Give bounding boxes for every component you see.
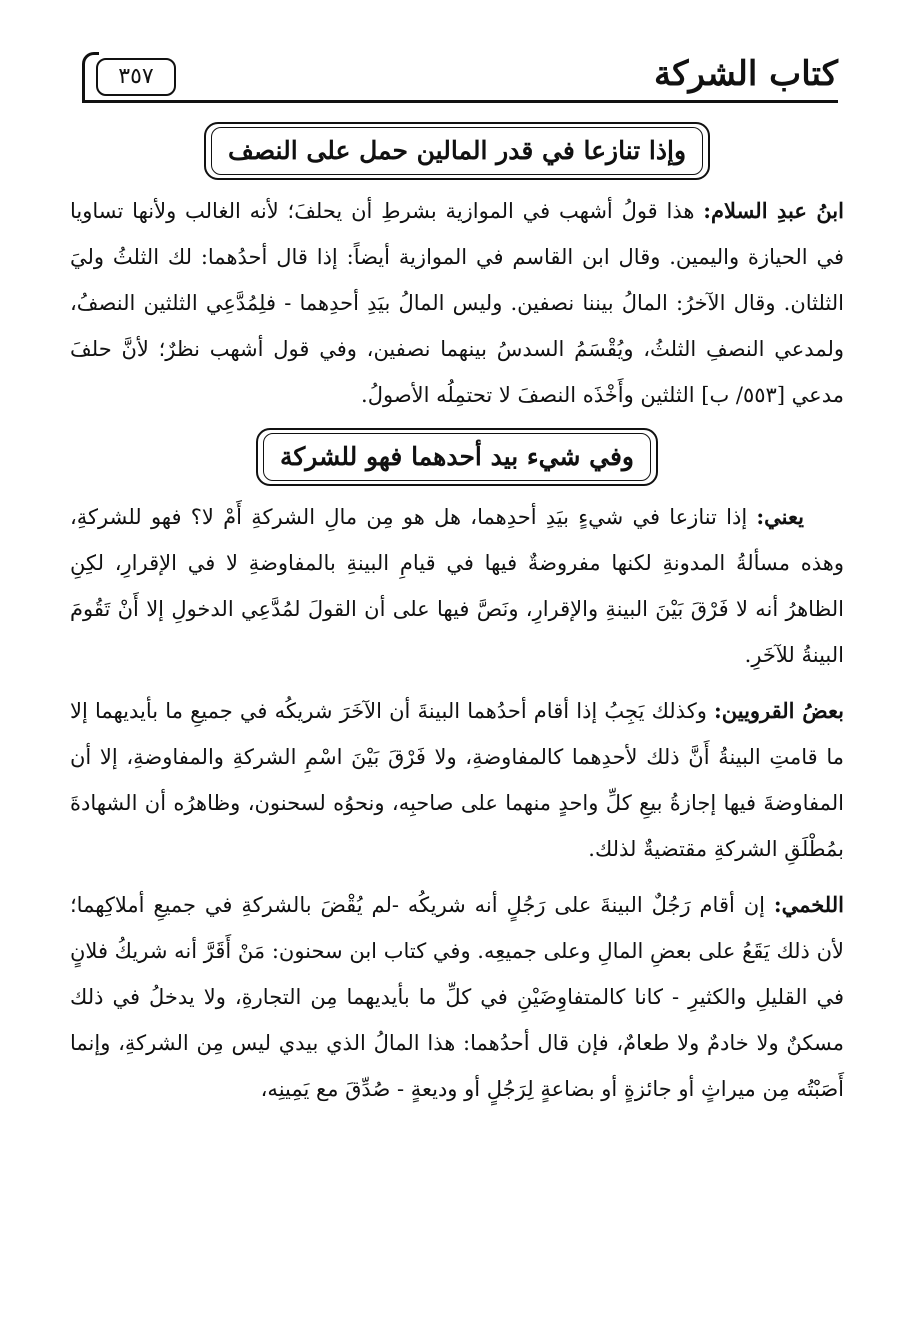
page-content	[70, 112, 844, 1122]
page-header	[82, 52, 838, 100]
section-heading-box	[204, 122, 710, 180]
page-number: ٣٥٧	[96, 58, 176, 96]
paragraph	[70, 882, 844, 1112]
paragraph-text: إذا تنازعا في شيءٍ بيَدِ أحدِهما، هل هو مِن مالِ الشركةِ أَمْ لا؟ فهو للشركةِ، وهذه مسألةُ المدونةِ لكنها مفروضةٌ فيها في قيامِ البينةِ بالمفاوضةِ لا في الإقرارِ، لكِنِ الظاهرُ أنه لا فَرْقَ بَيْنَ البينةِ والإقرارِ، ونَصَّ فيها على أن القولَ لمُدَّعِي الدخولِ إلا أَنْ تَقُومَ البينةُ للآخَرِ.	[70, 505, 844, 667]
speaker-name: يعني:	[756, 504, 804, 529]
paragraph	[70, 188, 844, 418]
book-title: كتاب الشركة	[654, 54, 838, 94]
section-heading: وإذا تنازعا في قدر المالين حمل على النصف	[211, 127, 703, 175]
header-rule	[82, 100, 838, 103]
speaker-name: بعضُ القرويين:	[714, 698, 844, 723]
paragraph-text: وكذلك يَجِبُ إذا أقام أحدُهما البينةَ أن الآخَرَ شريكُه في جميعِ ما بأيديهما إلا ما قامتِ البينةُ أَنَّ ذلك لأحدِهما كالمفاوضةِ، ولا فَرْقَ بَيْنَ اسْمِ الشركةِ والمفاوضةِ، إلا أن المفاوضةَ فيها إجازةُ بيعِ كلِّ واحدٍ منهما على صاحبِه، ونحوُه لسحنون، وظاهرُه أن الشهادةَ بمُطْلَقِ الشركةِ مقتضيةٌ لذلك.	[70, 699, 844, 861]
paragraph-text: إن أقام رَجُلٌ البينةَ على رَجُلٍ أنه شريكُه -لم يُقْضَ بالشركةِ في جميعِ أملاكِهما؛ لأن ذلك يَقَعُ على بعضِ المالِ وعلى جميعِه. وفي كتاب ابن سحنون: مَنْ أَقَرَّ أنه شريكُ فلانٍ في القليلِ والكثيرِ - كانا كالمتفاوِضَيْنِ في كلِّ ما بأيديهما مِن التجارةِ، ولا يدخلُ في ذلك مسكنٌ ولا خادمٌ ولا طعامٌ، فإن قال أحدُهما: هذا المالُ الذي بيدي ليس مِن الشركةِ، وإنما أَصَبْتُه مِن ميراثٍ أو جائزةٍ أو بضاعةٍ لِرَجُلٍ أو وديعةٍ - صُدِّقَ مع يَمِينِه،	[70, 893, 844, 1101]
paragraph	[70, 688, 844, 872]
speaker-name: ابنُ عبدِ السلام:	[703, 198, 844, 223]
paragraph-text: هذا قولُ أشهب في الموازية بشرطِ أن يحلفَ؛ لأنه الغالب ولأنها تساويا في الحيازة واليمين. وقال ابن القاسم في الموازية أيضاً: إذا قال أحدُهما: لك الثلثُ وليَ الثلثان. وقال الآخرُ: المالُ بيننا نصفين. وليس المالُ بيَدِ أحدِهما - فلِمُدَّعِي الثلثين النصفُ، ولمدعي النصفِ الثلثُ، ويُقْسَمُ السدسُ بينهما نصفين، وفي قول أشهب نظرٌ؛ لأنَّ حلفَ مدعي [٥٥٣/ ب] الثلثين وأَخْذَه النصفَ لا تحتمِلُه الأصولُ.	[70, 199, 844, 407]
section-heading: وفي شيء بيد أحدهما فهو للشركة	[263, 433, 651, 481]
paragraph	[70, 494, 844, 678]
section-heading-box	[256, 428, 658, 486]
speaker-name: اللخمي:	[773, 892, 844, 917]
